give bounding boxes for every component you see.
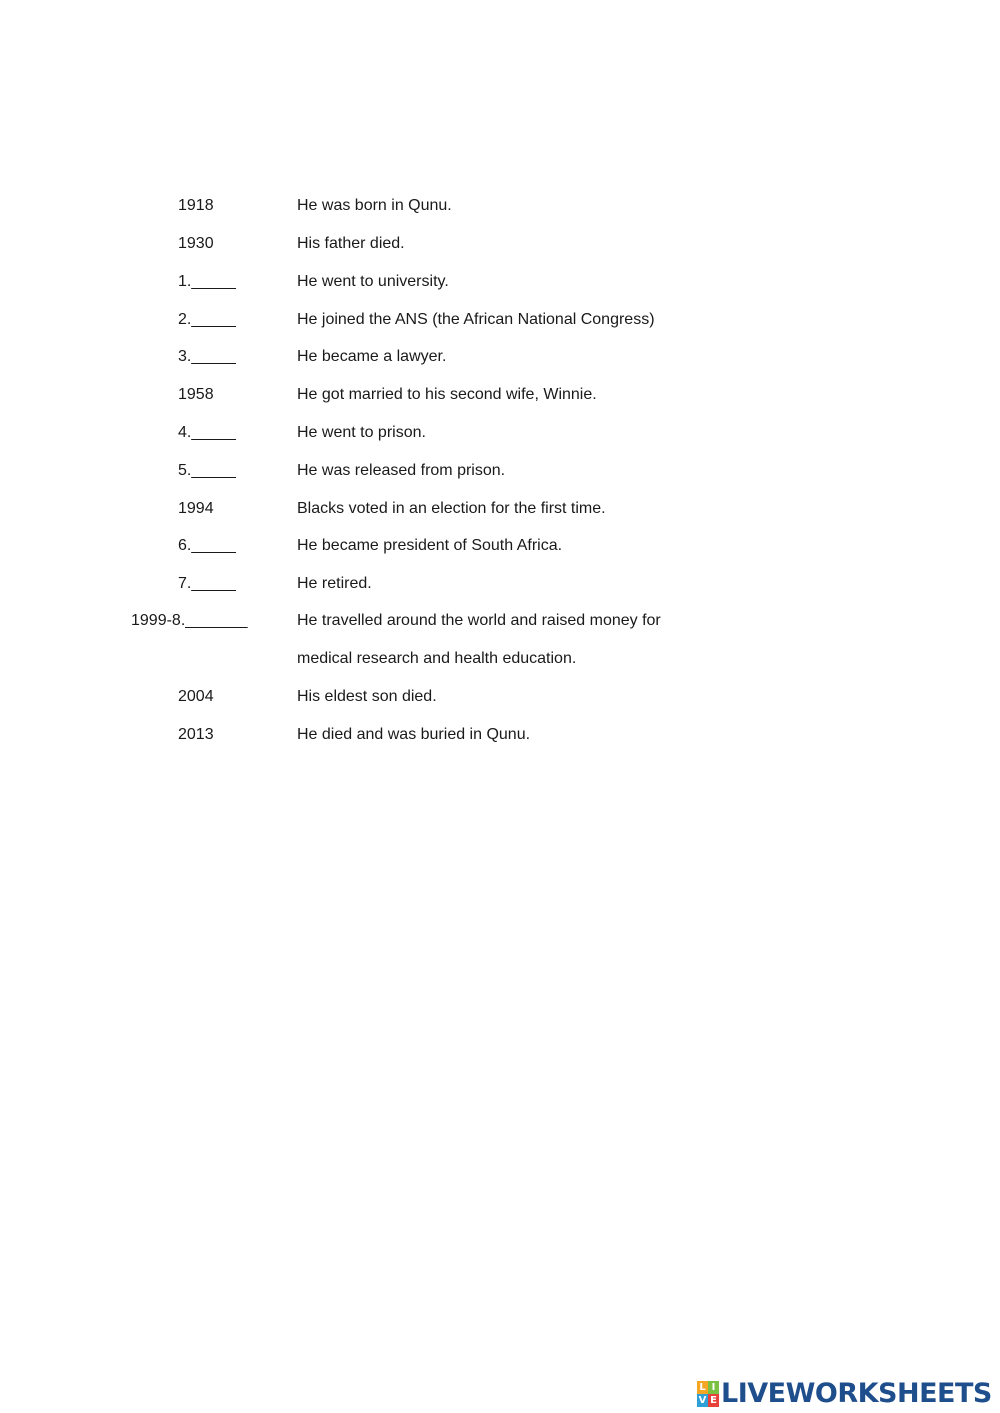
answer-blank-8[interactable]: 1999-8._______ (131, 612, 248, 629)
answer-blank-2[interactable]: 2._____ (178, 311, 236, 328)
timeline-date: 1930 (178, 235, 214, 252)
logo-mark-icon (697, 1381, 719, 1407)
timeline-row (0, 686, 1000, 716)
timeline-event: Blacks voted in an election for the first time. (297, 500, 606, 517)
timeline-row (0, 422, 1000, 452)
logo-mark-letter: V (698, 1395, 707, 1406)
timeline-event: His father died. (297, 235, 405, 252)
logo-mark-letter: I (708, 1381, 719, 1394)
logo-mark-letter: L (697, 1381, 708, 1394)
timeline-row (0, 384, 1000, 414)
timeline-row (0, 233, 1000, 263)
timeline-row (0, 346, 1000, 376)
timeline-date: 2013 (178, 726, 214, 743)
timeline-event: He became president of South Africa. (297, 537, 563, 554)
timeline-event: He went to university. (297, 273, 449, 290)
timeline-event: He got married to his second wife, Winnie. (297, 386, 597, 403)
timeline-event: He joined the ANS (the African National Congress) (297, 311, 655, 328)
timeline-date: 1994 (178, 500, 214, 517)
timeline-event: He was released from prison. (297, 462, 506, 479)
timeline-event: medical research and health education. (297, 650, 577, 667)
timeline-event: He died and was buried in Qunu. (297, 726, 531, 743)
answer-blank-6[interactable]: 6._____ (178, 537, 236, 554)
timeline-date: 2004 (178, 688, 214, 705)
logo-text: LIVEWORKSHEETS (721, 1378, 992, 1409)
timeline-row (0, 535, 1000, 565)
timeline-row (0, 610, 1000, 640)
logo-mark-letter: E (708, 1394, 719, 1407)
timeline-row (0, 195, 1000, 225)
timeline-row (0, 498, 1000, 528)
liveworksheets-logo (697, 1377, 992, 1411)
timeline-row (0, 460, 1000, 490)
timeline-row (0, 724, 1000, 754)
timeline-date: 1918 (178, 197, 214, 214)
answer-blank-3[interactable]: 3._____ (178, 348, 236, 365)
answer-blank-4[interactable]: 4._____ (178, 424, 236, 441)
timeline-date: 1958 (178, 386, 214, 403)
timeline-row (0, 271, 1000, 301)
timeline-row (0, 573, 1000, 603)
timeline-event: He went to prison. (297, 424, 426, 441)
timeline-row (0, 648, 1000, 678)
answer-blank-7[interactable]: 7._____ (178, 575, 236, 592)
timeline-event: He retired. (297, 575, 372, 592)
timeline-event: He became a lawyer. (297, 348, 447, 365)
timeline-event: His eldest son died. (297, 688, 437, 705)
timeline-event: He travelled around the world and raised money for (297, 612, 661, 629)
timeline-row (0, 309, 1000, 339)
answer-blank-5[interactable]: 5._____ (178, 462, 236, 479)
answer-blank-1[interactable]: 1._____ (178, 273, 236, 290)
timeline-event: He was born in Qunu. (297, 197, 452, 214)
